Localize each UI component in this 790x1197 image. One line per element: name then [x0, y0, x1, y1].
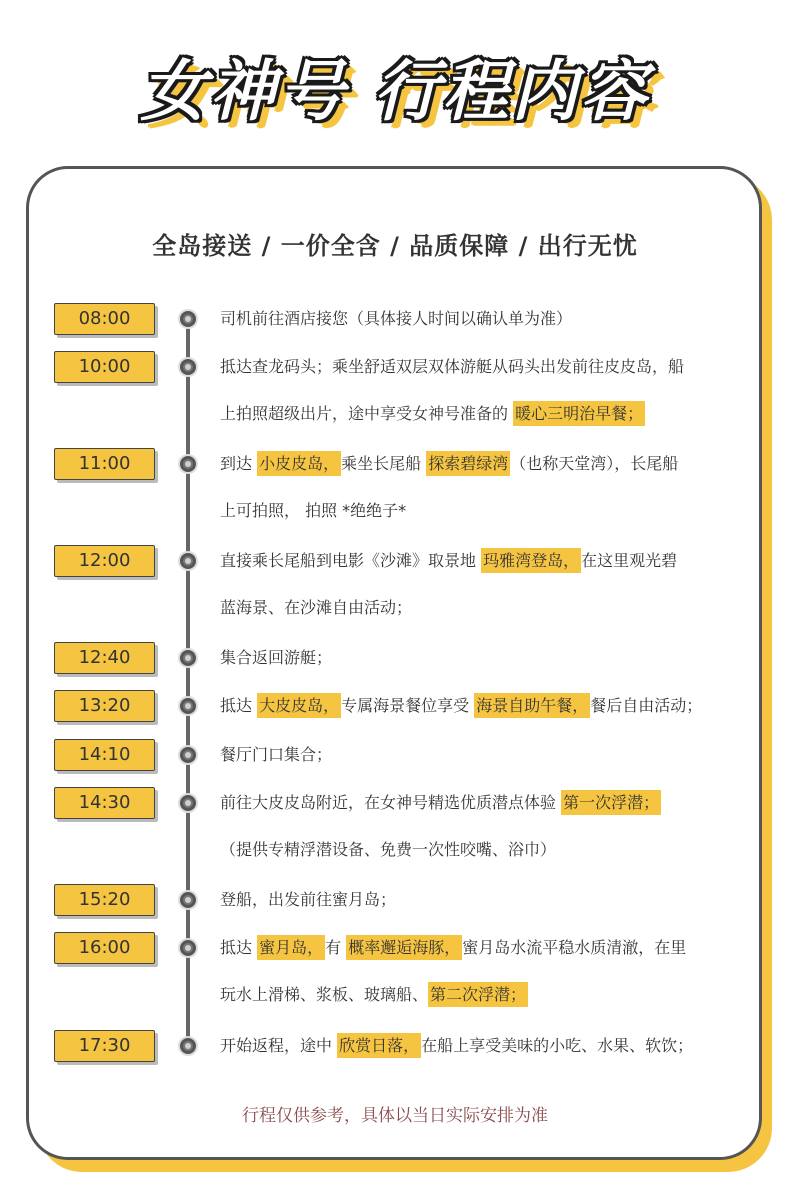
description-text: 有: [325, 938, 347, 957]
description-text: 餐后自由活动；: [590, 696, 703, 715]
schedule-description: [220, 634, 750, 681]
description-line: [220, 1022, 750, 1069]
schedule-description: [220, 924, 750, 1018]
description-text: 上拍照超级出片，途中享受女神号准备的: [220, 404, 514, 423]
time-badge: 15:20: [54, 884, 155, 916]
description-line: [220, 682, 750, 729]
description-line: [220, 584, 750, 631]
schedule-description: [220, 440, 750, 534]
description-text: 玩水上滑梯、浆板、玻璃船、: [220, 985, 429, 1004]
description-text: 抵达查龙码头；乘坐舒适双层双体游艇从码头出发前往皮皮岛，船: [220, 357, 685, 376]
time-badge: 14:10: [54, 739, 155, 771]
schedule-description: [220, 779, 750, 873]
description-line: [220, 487, 750, 534]
highlight-text: 第二次浮潜；: [428, 982, 528, 1007]
highlight-text: 暖心三明治早餐；: [513, 401, 645, 426]
description-line: [220, 826, 750, 873]
subtitle: 全岛接送 / 一价全含 / 品质保障 / 出行无忧: [152, 232, 638, 260]
description-text: 集合返回游艇；: [220, 648, 333, 667]
time-badge: 08:00: [54, 303, 155, 335]
timeline-dot-icon: [180, 747, 196, 763]
description-text: 开始返程，途中: [220, 1036, 338, 1055]
description-line: [220, 343, 750, 390]
timeline-dot-icon: [180, 359, 196, 375]
schedule-description: [220, 682, 750, 729]
timeline-dot-icon: [180, 795, 196, 811]
schedule-description: [220, 1022, 750, 1069]
description-line: [220, 440, 750, 487]
time-badge: 14:30: [54, 787, 155, 819]
description-text: （也称天堂湾），长尾船: [510, 454, 679, 473]
schedule-description: [220, 343, 750, 437]
time-badge: 12:00: [54, 545, 155, 577]
schedule-description: [220, 731, 750, 778]
description-line: [220, 779, 750, 826]
time-badge: 11:00: [54, 448, 155, 480]
description-text: （提供专精浮潜设备、免费一次性咬嘴、浴巾）: [220, 840, 557, 859]
timeline-line: [186, 318, 190, 1046]
timeline-dot-icon: [180, 892, 196, 908]
highlight-text: 蜜月岛，: [257, 935, 325, 960]
description-text: 前往大皮皮岛附近，在女神号精选优质潜点体验: [220, 793, 562, 812]
timeline-dot-icon: [180, 553, 196, 569]
highlight-text: 欣赏日落，: [337, 1033, 421, 1058]
description-text: 直接乘长尾船到电影《沙滩》取景地: [220, 551, 482, 570]
description-line: [220, 295, 750, 342]
footer-note: 行程仅供参考，具体以当日实际安排为准: [242, 1106, 548, 1126]
description-line: [220, 971, 750, 1018]
description-text: 在船上享受美味的小吃、水果、软饮；: [421, 1036, 694, 1055]
description-line: [220, 390, 750, 437]
description-line: [220, 876, 750, 923]
highlight-text: 小皮皮岛，: [257, 451, 341, 476]
description-text: 抵达: [220, 696, 258, 715]
description-text: 抵达: [220, 938, 258, 957]
time-badge: 16:00: [54, 932, 155, 964]
highlight-text: 玛雅湾登岛，: [481, 548, 581, 573]
timeline-dot-icon: [180, 1038, 196, 1054]
description-text: 乘坐长尾船: [341, 454, 427, 473]
timeline-dot-icon: [180, 311, 196, 327]
highlight-text: 探索碧绿湾: [426, 451, 510, 476]
highlight-text: 第一次浮潜；: [561, 790, 661, 815]
description-line: [220, 537, 750, 584]
time-badge: 10:00: [54, 351, 155, 383]
description-line: [220, 634, 750, 681]
description-text: 在这里观光碧: [581, 551, 678, 570]
page-title: 女神号 行程内容: [140, 53, 650, 130]
schedule-description: [220, 537, 750, 631]
timeline-dot-icon: [180, 940, 196, 956]
timeline-dot-icon: [180, 698, 196, 714]
timeline-dot-icon: [180, 456, 196, 472]
description-text: 登船，出发前往蜜月岛；: [220, 890, 397, 909]
description-line: [220, 731, 750, 778]
description-text: 餐厅门口集合；: [220, 745, 333, 764]
description-text: 专属海景餐位享受: [341, 696, 475, 715]
description-text: 司机前往酒店接您（具体接人时间以确认单为准）: [220, 309, 573, 328]
highlight-text: 概率邂逅海豚，: [346, 935, 462, 960]
description-text: 到达: [220, 454, 258, 473]
time-badge: 12:40: [54, 642, 155, 674]
description-line: [220, 924, 750, 971]
description-text: 蜜月岛水流平稳水质清澈，在里: [462, 938, 687, 957]
schedule-description: [220, 876, 750, 923]
highlight-text: 大皮皮岛，: [257, 693, 341, 718]
time-badge: 13:20: [54, 690, 155, 722]
description-text: 蓝海景、在沙滩自由活动；: [220, 598, 413, 617]
time-badge: 17:30: [54, 1030, 155, 1062]
description-text: 上可拍照， 拍照 *绝绝子*: [220, 501, 407, 520]
highlight-text: 海景自助午餐，: [474, 693, 590, 718]
timeline-dot-icon: [180, 650, 196, 666]
schedule-description: [220, 295, 750, 342]
